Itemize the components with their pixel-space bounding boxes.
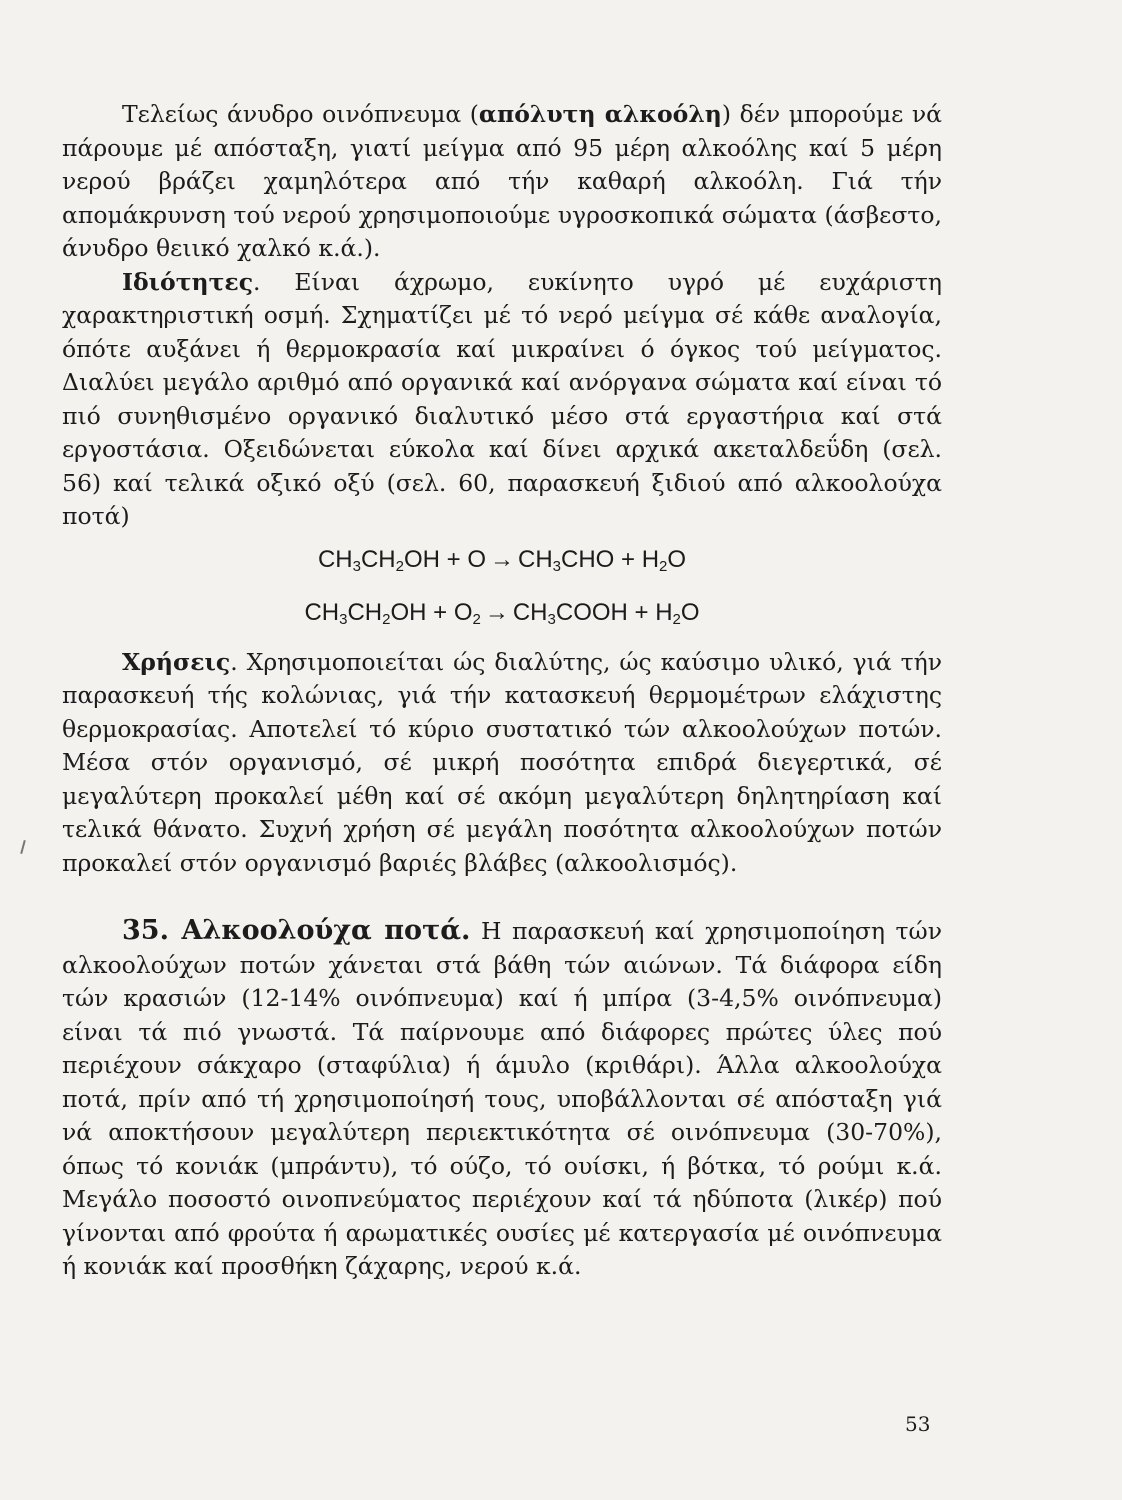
paragraph-text: . Είναι άχρωμο, ευκίνητο υγρό μέ ευχάριστη χαρακτηριστική οσμή. Σχηματίζει μέ τό νερό μείγμα σέ κάθε αναλογία, όπότε αυξάνει ή θερμοκρασία καί μικραίνει ό όγκος τού μείγματος. Διαλύει μεγάλο αριθμό από οργανικά καί ανόργανα σώματα καί είναι τό πιό συνηθισμένο οργανικό διαλυτικό μέσο στά εργαστήρια καί στά εργοστάσια. Οξειδώνεται εύκολα καί δίνει αρχικά ακεταλδεΰδη (σελ. 56) καί τελικά οξικό οξύ (σελ. 60, παρασκευή ξιδιού από αλκοολούχα ποτά) <box>62 267 942 530</box>
paragraph-text: Τελείως άνυδρο οινόπνευμα ( <box>122 100 479 128</box>
page-number: 53 <box>905 1412 931 1436</box>
equation-oxidation-2: $CH_3CH_2OH + O_2$ → $CH_3COOH + H_2O$ <box>304 598 700 628</box>
paragraph-uses <box>62 646 942 881</box>
section-heading: 35. Αλκοολούχα ποτά. <box>122 915 471 946</box>
paragraph-text: ) δέν μπορούμε νά πάρουμε μέ απόσταξη, γιατί μείγμα από 95 μέρη αλκοόλης καί 5 μέρη νερού βράζει χαμηλότερα από τήν καθαρή αλκοόλη. Γιά τήν απομάκρυνση τού νερού χρησιμοποιούμε υγροσκοπικά σώματα (άσβεστο, άνυδρο θειικό χαλκό κ.ά.). <box>62 100 943 262</box>
section-alcoholic-drinks <box>62 914 942 1284</box>
paragraph-absolute-alcohol <box>62 98 942 266</box>
heading-uses: Χρήσεις <box>122 647 231 676</box>
margin-mark <box>20 840 26 854</box>
heading-properties: Ιδιότητες <box>122 267 254 296</box>
equation-oxidation-1: $CH_3CH_2OH + O \to CH_3CHO + H_2O$ <box>317 545 687 575</box>
paragraph-text: . Χρησιμοποιείται ώς διαλύτης, ώς καύσιμο υλικό, γιά τήν παρασκευή τής κολώνιας, γιά τήν κατασκευή θερμομέτρων ελάχιστης θερμοκρασίας. Αποτελεί τό κύριο συστατικό τών αλκοολούχων ποτών. Μέσα στόν οργανισμό, σέ μικρή ποσότητα επιδρά διεγερτικά, σέ μεγαλύτερη προκαλεί μέθη καί σέ ακόμη μεγαλύτερη δηλητηρίαση καί τελικά θάνατο. Συχνή χρήση σέ μεγάλη ποσότητα αλκοολούχων ποτών προκαλεί στόν οργανισμό βαριές βλάβες (αλκοολισμός). <box>62 647 942 877</box>
reaction-arrow: → <box>484 598 509 626</box>
term-absolute-alcohol: απόλυτη αλκοόλη <box>478 100 722 128</box>
reaction-arrow: → <box>490 545 514 573</box>
page-body <box>62 98 942 1284</box>
paragraph-text: Η παρασκευή καί χρησιμοποίηση τών αλκοολούχων ποτών χάνεται στά βάθη τών αιώνων. Τά διάφορα είδη τών κρασιών (12-14% οινόπνευμα) καί ή μπίρα (3-4,5% οινόπνευμα) είναι τά πιό γνωστά. Τά παίρνουμε από διάφορες πρώτες ύλες πού περιέχουν σάκχαρο (σταφύλια) ή άμυλο (κριθάρι). Άλλα αλκοολούχα ποτά, πρίν από τή χρησιμοποίησή τους, υποβάλλονται σέ απόσταξη γιά νά αποκτήσουν μεγαλύτερη περιεκτικότητα σέ οινόπνευμα (30-70%), όπως τό κονιάκ (μπράντυ), τό ούζο, τό ουίσκι, ή βότκα, τό ρούμι κ.ά. Μεγάλο ποσοστό οινοπνεύματος περιέχουν καί τά ηδύποτα (λικέρ) πού γίνονται από φρούτα ή αρωματικές ουσίες μέ κατεργασία μέ οινόπνευμα ή κονιάκ καί προσθήκη ζάχαρης, νερού κ.ά. <box>62 917 943 1280</box>
paragraph-properties <box>62 266 942 534</box>
